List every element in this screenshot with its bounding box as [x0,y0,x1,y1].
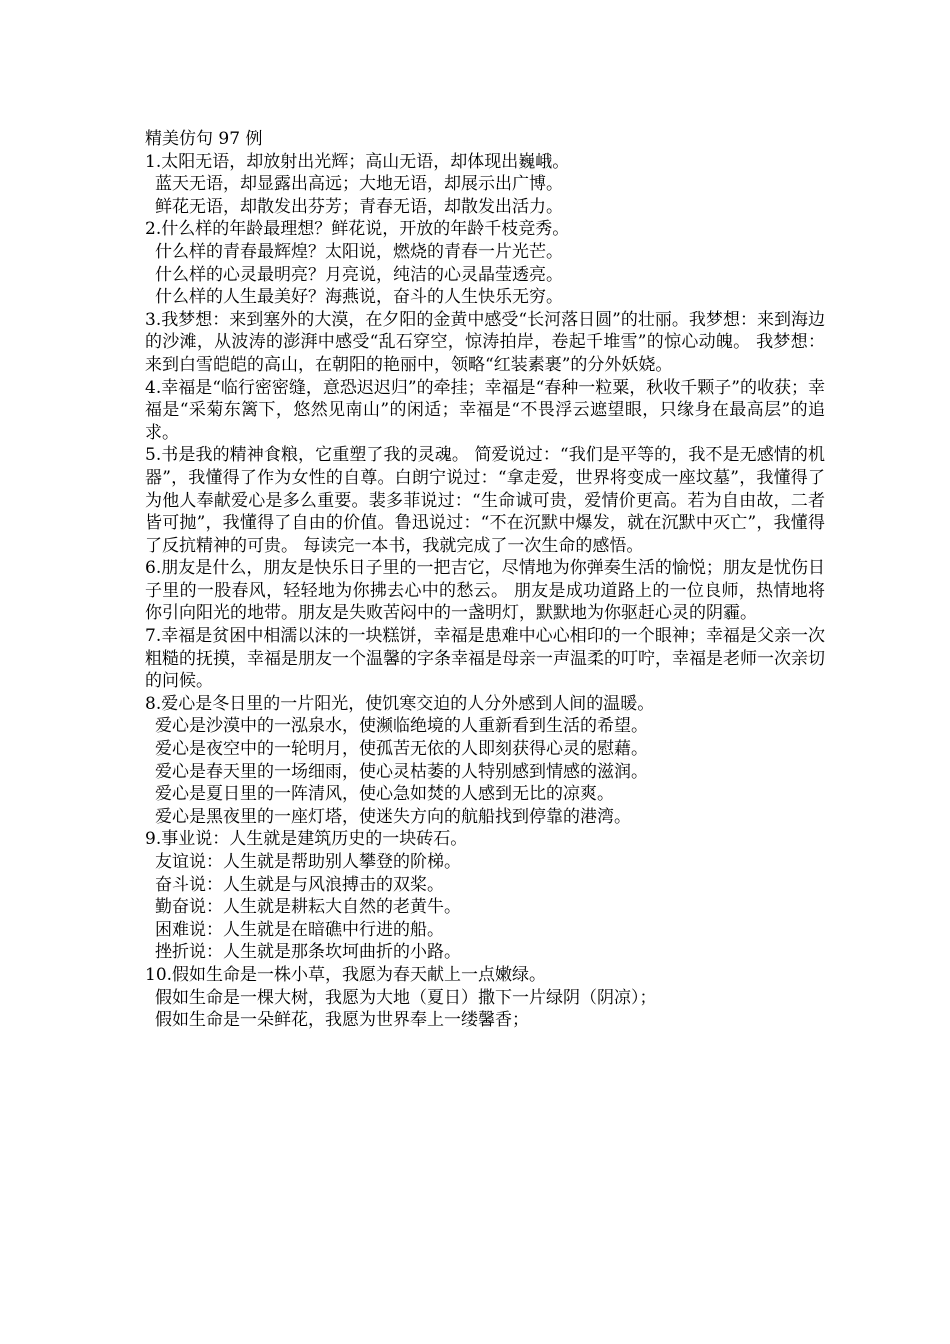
text-line: 1.太阳无语，却放射出光辉；高山无语，却体现出巍峨。 [145,151,570,172]
text-line: 假如生命是一棵大树，我愿为大地（夏日）撒下一片绿阴（阴凉）； [155,987,657,1008]
text-line: 假如生命是一朵鲜花，我愿为世界奉上一缕馨香； [155,1010,529,1031]
text-line: 10.假如生命是一株小草，我愿为春天献上一点嫩绿。 [145,964,547,985]
text-line: 爱心是夏日里的一阵清风，使心急如焚的人感到无比的凉爽。 [155,784,614,805]
text-line: 勤奋说：人生就是耕耘大自然的老黄牛。 [155,897,461,918]
text-line: 鲜花无语，却散发出芬芳；青春无语，却散发出活力。 [155,196,563,217]
text-line: 什么样的人生最美好？海燕说，奋斗的人生快乐无穷。 [155,287,563,308]
text-line: 2.什么样的年龄最理想？鲜花说，开放的年龄千枝竞秀。 [145,219,570,240]
text-line: 什么样的心灵最明亮？月亮说，纯洁的心灵晶莹透亮。 [155,264,563,285]
text-line: 蓝天无语，却显露出高远；大地无语，却展示出广博。 [155,174,563,195]
paragraph: 7.幸福是贫困中相濡以沫的一块糕饼，幸福是患难中心心相印的一个眼神；幸福是父亲一次粗糙的抚摸，幸福是朋友一个温馨的字条幸福是母亲一声温柔的叮咛，幸福是老师一次亲切的问候。 [145,626,825,692]
text-line: 困难说：人生就是在暗礁中行进的船。 [155,919,444,940]
document-page [145,128,825,1032]
text-line: 9.事业说：人生就是建筑历史的一块砖石。 [145,829,468,850]
paragraph: 6.朋友是什么，朋友是快乐日子里的一把吉它，尽情地为你弹奏生活的愉悦；朋友是忧伤日子里的一股春风，轻轻地为你拂去心中的愁云。 朋友是成功道路上的一位良师，热情地将你引向阳光的地带。朋友是失败苦闷中的一盏明灯，默默地为你驱赶心灵的阴霾。 [145,558,825,624]
text-line: 爱心是春天里的一场细雨，使心灵枯萎的人特别感到情感的滋润。 [155,761,648,782]
paragraph: 5.书是我的精神食粮，它重塑了我的灵魂。 简爱说过：“我们是平等的，我不是无感情的机器”，我懂得了作为女性的自尊。白朗宁说过：“拿走爱，世界将变成一座坟墓”，我懂得了为他人奉献爱心是多么重要。裴多菲说过：“生命诚可贵，爱情价更高。若为自由故，二者皆可抛”，我懂得了自由的价值。鲁迅说过：“不在沉默中爆发，就在沉默中灭亡”，我懂得了反抗精神的可贵。 每读完一本书，我就完成了一次生命的感悟。 [145,445,825,556]
paragraph: 3.我梦想：来到塞外的大漠，在夕阳的金黄中感受“长河落日圆”的壮丽。我梦想：来到海边的沙滩，从波涛的澎湃中感受“乱石穿空，惊涛拍岸，卷起千堆雪”的惊心动魄。 我梦想：来到白雪皑皑的高山，在朝阳的艳丽中，领略“红装素裹”的分外妖娆。 [145,309,825,375]
document-title: 精美仿句 97 例 [145,129,263,149]
text-line: 挫折说：人生就是那条坎坷曲折的小路。 [155,942,461,963]
text-line: 爱心是夜空中的一轮明月，使孤苦无依的人即刻获得心灵的慰藉。 [155,739,648,760]
text-line: 什么样的青春最辉煌？太阳说，燃烧的青春一片光芒。 [155,241,563,262]
text-line: 爱心是黑夜里的一座灯塔，使迷失方向的航船找到停靠的港湾。 [155,806,631,827]
paragraph: 4.幸福是“临行密密缝，意恐迟迟归”的牵挂；幸福是“春种一粒粟，秋收千颗子”的收获；幸福是“采菊东篱下，悠然见南山”的闲适；幸福是“不畏浮云遮望眼，只缘身在最高层”的追求。 [145,377,825,443]
text-line: 爱心是沙漠中的一泓泉水，使濒临绝境的人重新看到生活的希望。 [155,716,648,737]
text-line: 8.爱心是冬日里的一片阳光，使饥寒交迫的人分外感到人间的温暖。 [145,693,655,714]
text-line: 友谊说：人生就是帮助别人攀登的阶梯。 [155,852,461,872]
text-line: 奋斗说：人生就是与风浪搏击的双桨。 [155,874,444,895]
